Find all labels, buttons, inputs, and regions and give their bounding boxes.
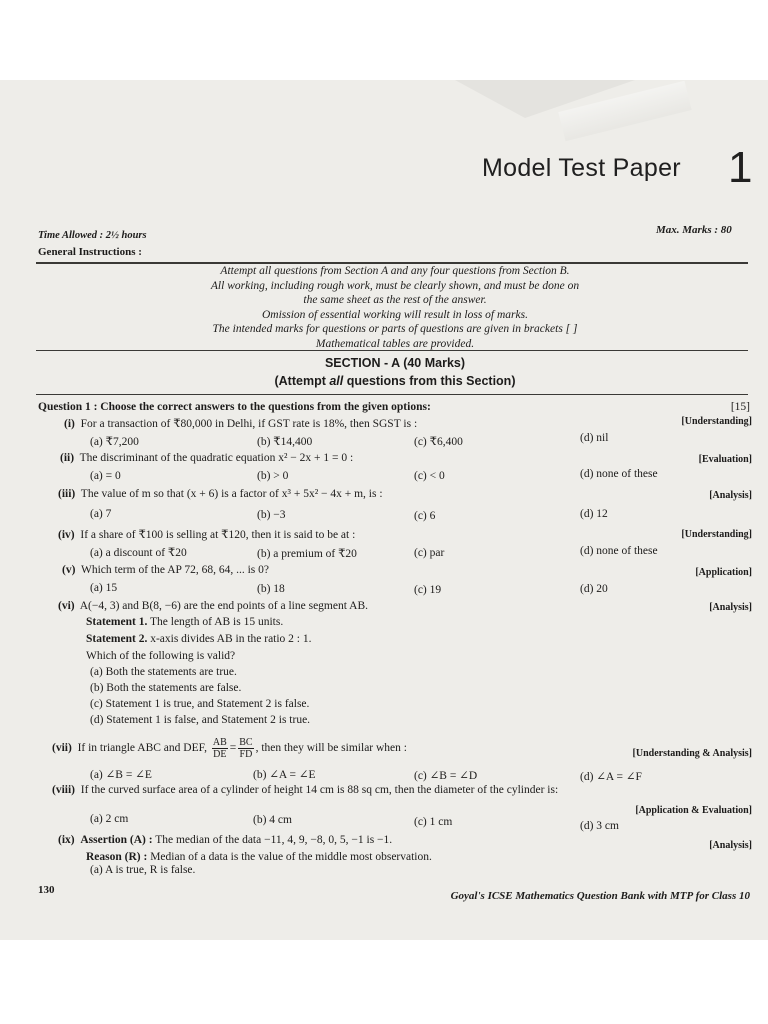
option-d: (d) ∠A = ∠F: [580, 771, 642, 783]
question-ix: (ix) Assertion (A) : The median of the data −11, 4, 9, −8, 0, 5, −1 is −1.: [58, 834, 393, 846]
divider-mid: [36, 350, 748, 351]
option-a: (a) Both the statements are true.: [90, 666, 237, 678]
time-allowed: Time Allowed : 2½ hours: [38, 230, 147, 241]
option-b: (b) −3: [257, 509, 286, 521]
instructions-block: [160, 264, 630, 351]
divider-section: [36, 394, 748, 395]
option-a: (a) ∠B = ∠E: [90, 769, 152, 781]
tag-application-evaluation: [Application & Evaluation]: [635, 805, 752, 816]
tag-understanding: [Understanding]: [681, 529, 752, 540]
instruction-line: Mathematical tables are provided.: [315, 337, 475, 350]
paper-number: 1: [728, 143, 753, 192]
statement-2: Statement 2. x-axis divides AB in the ratio 2 : 1.: [86, 633, 312, 645]
option-c: (c) par: [414, 547, 445, 559]
instruction-line: the same sheet as the rest of the answer.: [303, 294, 487, 306]
option-b: (b) > 0: [257, 470, 289, 482]
option-b: (b) Both the statements are false.: [90, 682, 242, 694]
reason-line: Reason (R) : Median of a data is the value of the middle most observation.: [86, 851, 432, 863]
tag-analysis: [Analysis]: [709, 840, 752, 851]
option-a: (a) A is true, R is false.: [90, 864, 196, 876]
option-a: (a) ₹7,200: [90, 436, 139, 448]
option-a: (a) 2 cm: [90, 813, 129, 825]
tag-analysis: [Analysis]: [709, 490, 752, 501]
option-c: (c) ₹6,400: [414, 436, 463, 448]
option-d: (d) nil: [580, 432, 609, 444]
option-b: (b) 4 cm: [253, 814, 292, 826]
option-c: (c) ∠B = ∠D: [414, 770, 478, 782]
option-b: (b) 18: [257, 583, 285, 595]
question-iv: (iv) If a share of ₹100 is selling at ₹120, then it is said to be at :: [58, 529, 356, 541]
book-footer: Goyal's ICSE Mathematics Question Bank with MTP for Class 10: [450, 890, 750, 902]
question-vii: (vii) If in triangle ABC and DEF, $\frac{AB}{DE}$ = $\frac{BC}{FD}$ , then they will be similar when :: [52, 737, 407, 760]
fraction-ab-de: $\frac{AB}{DE}$: [212, 737, 227, 760]
option-c: (c) 1 cm: [414, 816, 453, 828]
option-d: (d) Statement 1 is false, and Statement 2 is true.: [90, 714, 311, 726]
question-ii: (ii) The discriminant of the quadratic equation x² − 2x + 1 = 0 :: [60, 452, 354, 464]
question-iii: (iii) The value of m so that (x + 6) is a factor of x³ + 5x² − 4x + m, is :: [58, 488, 383, 500]
max-marks: Max. Marks : 80: [656, 224, 732, 236]
option-a: (a) a discount of ₹20: [90, 547, 187, 559]
tag-understanding-analysis: [Understanding & Analysis]: [632, 748, 752, 759]
option-d: (d) 12: [580, 508, 608, 520]
question-vi: (vi) A(−4, 3) and B(8, −6) are the end points of a line segment AB.: [58, 600, 369, 612]
statement-1: Statement 1. The length of AB is 15 units.: [86, 616, 284, 628]
question-i: (i) For a transaction of ₹80,000 in Delhi, if GST rate is 18%, then SGST is :: [64, 418, 418, 430]
page-number: 130: [38, 884, 55, 896]
tag-application: [Application]: [695, 567, 752, 578]
tag-evaluation: [Evaluation]: [698, 454, 752, 465]
tag-understanding: [Understanding]: [681, 416, 752, 427]
tag-analysis: [Analysis]: [709, 602, 752, 613]
general-instructions-heading: General Instructions :: [38, 246, 142, 258]
option-d: (d) 20: [580, 583, 608, 595]
option-c: (c) 6: [414, 510, 436, 522]
section-title: SECTION - A (40 Marks): [324, 356, 466, 370]
option-b: (b) ∠A = ∠E: [253, 769, 316, 781]
question-1-marks: [15]: [730, 401, 750, 413]
option-b: (b) ₹14,400: [257, 436, 313, 448]
option-c: (c) Statement 1 is true, and Statement 2 is false.: [90, 698, 310, 710]
instruction-line: Attempt all questions from Section A and any four questions from Section B.: [220, 265, 570, 277]
option-a: (a) 7: [90, 508, 112, 520]
option-d: (d) 3 cm: [580, 820, 619, 832]
option-a: (a) 15: [90, 582, 118, 594]
option-b: (b) a premium of ₹20: [257, 548, 357, 560]
section-subtitle: (Attempt all questions from this Section): [274, 374, 516, 388]
question-1-heading: Question 1 : Choose the correct answers to the questions from the given options:: [38, 401, 431, 413]
option-a: (a) = 0: [90, 470, 121, 482]
page-title: Model Test Paper: [482, 154, 681, 182]
question-v: (v) Which term of the AP 72, 68, 64, ... is 0?: [62, 564, 269, 576]
instruction-line: Omission of essential working will result in loss of marks.: [261, 308, 528, 321]
instruction-line: The intended marks for questions or parts of questions are given in brackets [ ]: [212, 323, 578, 335]
option-c: (c) < 0: [414, 470, 445, 482]
question-vi-prompt: Which of the following is valid?: [86, 650, 236, 662]
fraction-bc-fd: $\frac{BC}{FD}$: [239, 737, 253, 760]
option-d: (d) none of these: [580, 545, 658, 557]
instruction-line: All working, including rough work, must be clearly shown, and must be done on: [210, 279, 580, 292]
option-c: (c) 19: [414, 584, 442, 596]
question-viii: (viii) If the curved surface area of a cylinder of height 14 cm is 88 sq cm, then the diameter of the cylinder is:: [52, 784, 559, 796]
option-d: (d) none of these: [580, 468, 658, 480]
